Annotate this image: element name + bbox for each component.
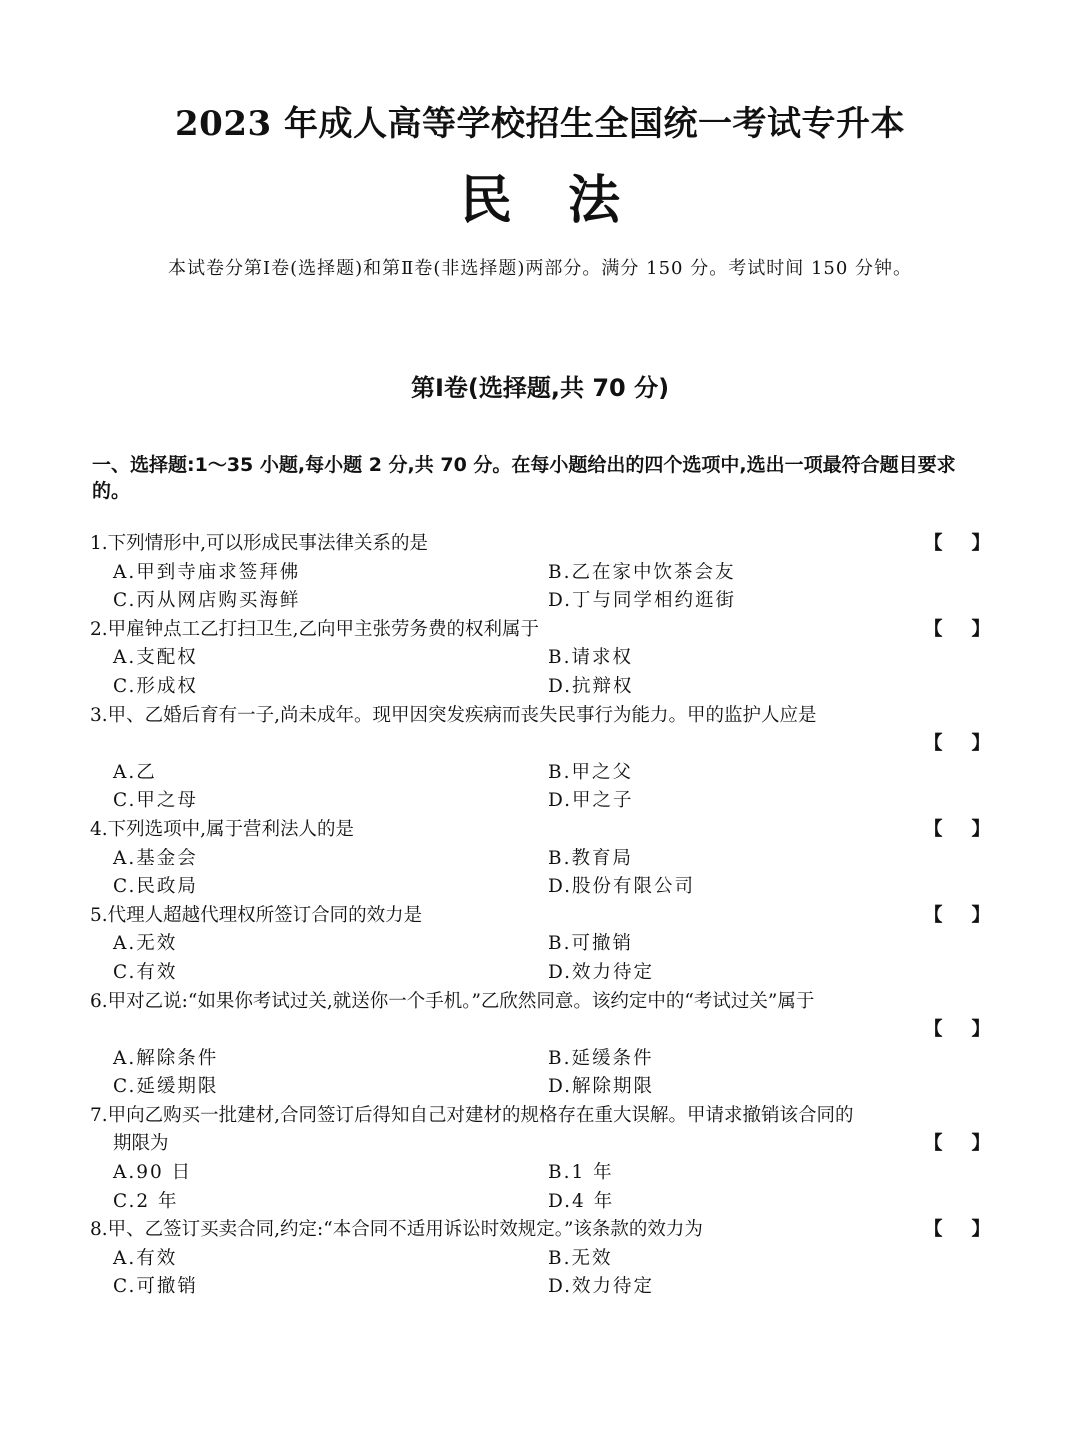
bracket-close: 】 [971, 818, 990, 840]
question-7-options-row [90, 1188, 990, 1217]
option-a: A.甲到寺庙求签拜佛 [113, 561, 301, 583]
question-8-options-row [90, 1245, 990, 1274]
bracket-close: 】 [971, 618, 990, 640]
bracket-close: 】 [971, 1219, 990, 1241]
question-stem: 8.甲、乙签订买卖合同,约定:“本合同不适用诉讼时效规定。”该条款的效力为 [90, 1219, 703, 1241]
option-c: C.可撤销 [113, 1276, 198, 1298]
option-b: B.延缓条件 [548, 1047, 654, 1069]
question-stem: 7.甲向乙购买一批建材,合同签订后得知自己对建材的规格存在重大误解。甲请求撤销该合同的 [90, 1104, 854, 1126]
option-c: C.民政局 [113, 876, 198, 898]
answer-bracket [924, 616, 990, 645]
question-7-stem-cont-line [90, 1130, 990, 1159]
question-5-stem-line [90, 902, 990, 931]
option-c: C.2 年 [113, 1190, 179, 1212]
option-d: D.股份有限公司 [548, 876, 696, 898]
answer-bracket [924, 530, 990, 559]
bracket-close: 】 [971, 733, 990, 755]
question-stem-continuation: 期限为 [113, 1133, 169, 1155]
answer-bracket [924, 730, 990, 759]
question-5-options-row [90, 959, 990, 988]
option-a: A.解除条件 [113, 1047, 219, 1069]
option-a: A.无效 [113, 933, 178, 955]
option-d: D.效力待定 [548, 1276, 655, 1298]
option-d: D.4 年 [548, 1190, 615, 1212]
question-4-options-row [90, 845, 990, 874]
question-2-stem-line [90, 616, 990, 645]
option-a: A.乙 [113, 761, 157, 783]
answer-bracket [924, 1130, 990, 1159]
question-3-options-row [90, 787, 990, 816]
option-c: C.有效 [113, 961, 178, 983]
bracket-open: 【 [924, 904, 943, 926]
question-6-options-row [90, 1045, 990, 1074]
bracket-close: 】 [971, 533, 990, 554]
option-d: D.解除期限 [548, 1076, 655, 1098]
part-one-heading: 第Ⅰ卷(选择题,共 70 分) [410, 374, 670, 402]
bracket-open: 【 [924, 818, 943, 840]
bracket-open: 【 [924, 733, 943, 755]
question-7-options-row [90, 1159, 990, 1188]
question-stem: 5.代理人超越代理权所签订合同的效力是 [90, 904, 423, 926]
option-c: C.形成权 [113, 675, 198, 697]
option-a: A.基金会 [113, 847, 198, 869]
question-stem: 3.甲、乙婚后育有一子,尚未成年。现甲因突发疾病而丧失民事行为能力。甲的监护人应是 [90, 704, 817, 726]
question-stem: 2.甲雇钟点工乙打扫卫生,乙向甲主张劳务费的权利属于 [90, 618, 540, 640]
question-2-options-row [90, 673, 990, 702]
option-b: B.无效 [548, 1247, 613, 1269]
bracket-open: 【 [924, 533, 943, 554]
question-stem: 1.下列情形中,可以形成民事法律关系的是 [90, 533, 429, 554]
option-b: B.1 年 [548, 1162, 614, 1184]
question-1-stem-line [90, 530, 990, 559]
option-d: D.甲之子 [548, 790, 634, 812]
question-6-bracket-line [90, 1016, 990, 1045]
option-d: D.效力待定 [548, 961, 655, 983]
option-d: D.丁与同学相约逛街 [548, 590, 737, 612]
question-stem: 4.下列选项中,属于营利法人的是 [90, 818, 355, 840]
option-b: B.教育局 [548, 847, 633, 869]
option-c: C.丙从网店购买海鲜 [113, 590, 301, 612]
option-b: B.乙在家中饮茶会友 [548, 561, 736, 583]
option-a: A.有效 [113, 1247, 178, 1269]
option-b: B.可撤销 [548, 933, 633, 955]
question-2-options-row [90, 644, 990, 673]
question-3-options-row [90, 759, 990, 788]
question-8-stem-line [90, 1216, 990, 1245]
question-list [90, 530, 990, 1302]
subject-title: 民法 [459, 170, 676, 231]
question-1-options-row [90, 559, 990, 588]
option-b: B.甲之父 [548, 761, 633, 783]
bracket-open: 【 [924, 618, 943, 640]
bracket-open: 【 [924, 1019, 943, 1041]
question-4-options-row [90, 873, 990, 902]
question-5-options-row [90, 930, 990, 959]
question-6-stem-line [90, 988, 990, 1017]
option-b: B.请求权 [548, 647, 633, 669]
bracket-close: 】 [971, 1133, 990, 1155]
exam-title: 2023 年成人高等学校招生全国统一考试专升本 [175, 104, 905, 144]
question-4-stem-line [90, 816, 990, 845]
question-3-bracket-line [90, 730, 990, 759]
exam-instructions: 本试卷分第Ⅰ卷(选择题)和第Ⅱ卷(非选择题)两部分。满分 150 分。考试时间 150 分钟。 [167, 258, 913, 279]
bracket-open: 【 [924, 1219, 943, 1241]
answer-bracket [924, 816, 990, 845]
question-stem: 6.甲对乙说:“如果你考试过关,就送你一个手机。”乙欣然同意。该约定中的“考试过关”属于 [90, 990, 815, 1012]
option-a: A.支配权 [113, 647, 198, 669]
option-a: A.90 日 [113, 1162, 193, 1184]
bracket-open: 【 [924, 1133, 943, 1155]
answer-bracket [924, 902, 990, 931]
question-6-options-row [90, 1073, 990, 1102]
option-c: C.延缓期限 [113, 1076, 219, 1098]
question-3-stem-line [90, 702, 990, 731]
bracket-close: 】 [971, 904, 990, 926]
option-c: C.甲之母 [113, 790, 198, 812]
option-d: D.抗辩权 [548, 675, 634, 697]
question-7-stem-line [90, 1102, 990, 1131]
answer-bracket [924, 1016, 990, 1045]
question-1-options-row [90, 587, 990, 616]
bracket-close: 】 [971, 1019, 990, 1041]
answer-bracket [924, 1216, 990, 1245]
section-intro: 一、选择题:1～35 小题,每小题 2 分,共 70 分。在每小题给出的四个选项中,选出一项最符合题目要求的。 [92, 454, 956, 502]
question-8-options-row [90, 1273, 990, 1302]
